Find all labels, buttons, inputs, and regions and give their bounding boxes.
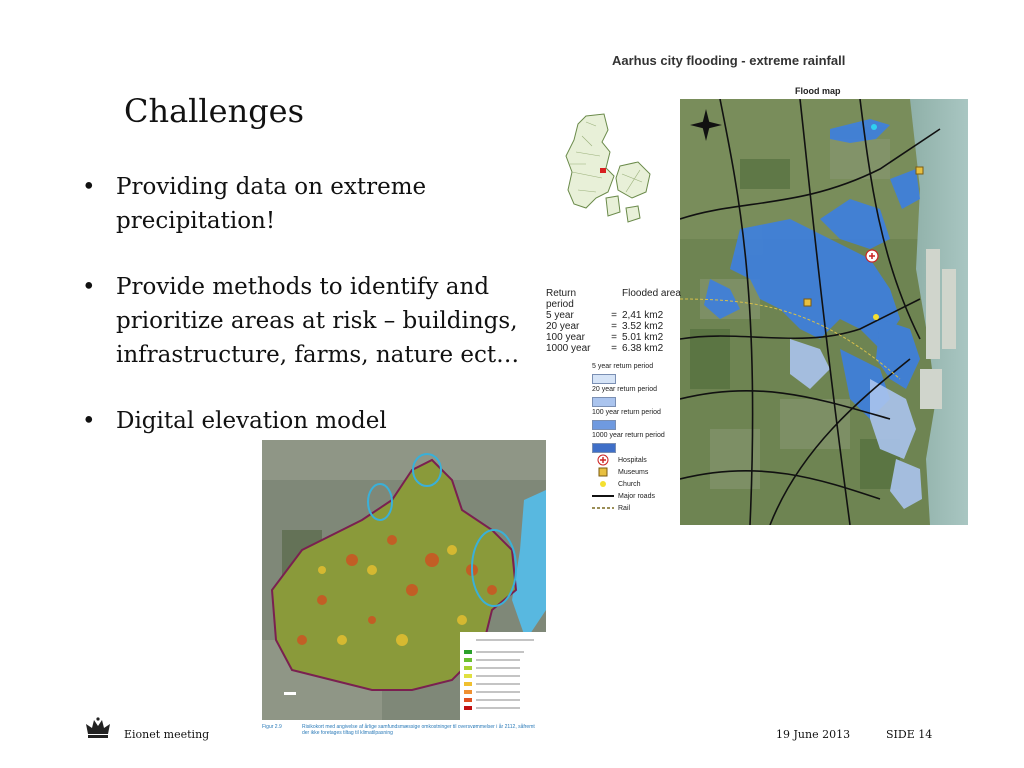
legend-swatch [592,443,616,453]
bullet-item: • Digital elevation model [78,404,548,438]
caption-text: Risikokort med angivelse af årlige samfundsmæssige omkostninger til oversvømmelser i år 2112, såfremt der ikke foretages tiltag til klimatilpasning [302,724,535,736]
rail-line-icon [592,502,614,514]
slide-title: Challenges [124,92,305,130]
legend-label: 20 year return period [592,386,657,393]
church-icon [592,478,614,490]
crown-logo-icon [84,716,112,742]
denmark-locator-map [556,112,660,232]
risk-map-image [262,440,546,720]
table-row [546,321,682,332]
bullet-item: • Provide methods to identify and prioritize areas at risk – buildings, infrastructure, farms, nature ect… [78,270,548,372]
aarhus-flood-map [680,99,968,525]
bullet-item: • Providing data on extreme precipitation! [78,170,548,238]
table-cell: 6.38 km2 [622,343,664,354]
table-header: Flooded area [622,288,681,299]
legend-label: Museums [618,468,649,476]
museum-icon [804,299,811,306]
risk-map-caption [262,724,544,736]
legend-label: Church [618,480,641,488]
church-icon [873,314,879,320]
table-header: Return period [546,288,577,310]
hospital-icon [592,454,614,466]
legend-label: Rail [618,504,631,512]
table-cell: = [611,321,617,332]
legend-swatch [592,397,616,407]
road-line-icon [592,490,614,502]
footer-meeting: Eionet meeting [124,728,210,741]
table-cell: 20 year [546,321,580,332]
table-cell: 5.01 km2 [622,332,664,343]
aarhus-marker [600,168,606,173]
table-cell: 5 year [546,310,574,321]
table-cell: 3.52 km2 [622,321,664,332]
footer-page-number: SIDE 14 [886,728,933,741]
table-row [546,310,682,321]
museum-icon [592,466,614,478]
table-cell: 100 year [546,332,585,343]
table-cell: = [611,343,617,354]
table-cell: 1000 year [546,343,591,354]
table-cell: = [611,332,617,343]
flood-map-legend [592,362,665,514]
bullet-list [78,170,548,470]
legend-label: 1000 year return period [592,432,665,439]
museum-icon [916,167,923,174]
table-row [546,343,682,354]
legend-label: 5 year return period [592,363,654,370]
table-cell: 2,41 km2 [622,310,664,321]
legend-label: Hospitals [618,456,647,464]
flood-figure-title: Aarhus city flooding - extreme rainfall [612,53,846,68]
flood-figure-subtitle: Flood map [795,86,841,96]
legend-swatch [592,374,616,384]
legend-label: 100 year return period [592,409,661,416]
return-period-table [546,288,682,354]
legend-label: Major roads [618,492,655,500]
footer-date: 19 June 2013 [776,728,851,741]
caption-number: Figur 2.9 [262,724,282,730]
table-cell: = [611,310,617,321]
legend-swatch [592,420,616,430]
table-row [546,332,682,343]
